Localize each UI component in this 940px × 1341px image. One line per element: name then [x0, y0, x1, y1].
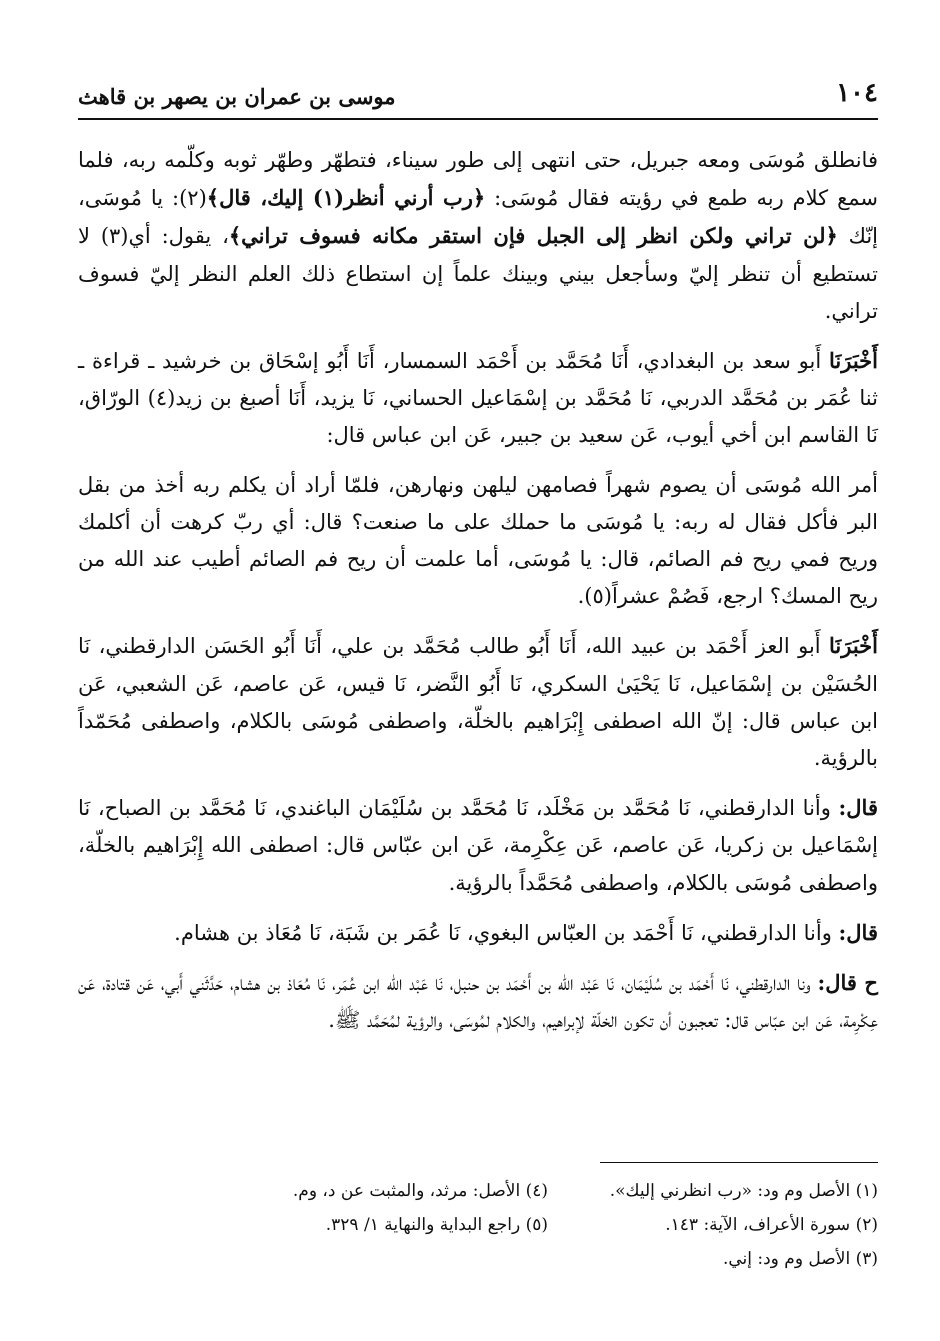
main-text: [78, 142, 878, 1051]
footnote-number: (٣): [855, 1249, 878, 1269]
running-title: موسى بن عمران بن يصهر بن قاهث: [78, 84, 396, 109]
paragraph-text: ، يقول: أي(٣) لا تستطيع أن تنظر إليّ وسأجعل بيني وبينك علماً إن استطاع ذلك العلم النظر إليّ فسوف تراني.: [78, 224, 878, 323]
paragraph-lead: أَخْبَرَنَا: [829, 633, 878, 659]
paragraph: [78, 964, 878, 1039]
footnote: [168, 1174, 548, 1208]
paragraph-text: (٢): يا مُوسَى، إنّك: [78, 186, 878, 249]
paragraph: [78, 914, 878, 952]
paragraph-lead: أَخْبَرَنَا: [829, 348, 878, 374]
paragraph: [78, 142, 878, 330]
paragraph-text: ونا الدارقطني، نَا أَحْمَد بن سُلَيْمَان، نَا عَبْد اللّه بن أَحْمَد بن حنبل، نَا عَبْد اللّه ابن عُمَر، نَا مُعَاذ بن هشام، حَدَّثَني أَبي، عَن قتادة، عَن عِكْرِمة، عَن ابن عبّاس قال: تعجبون أن تكون الخلّة لإبراهيم، والكلام لمُوسَى، والرؤية لمُحَمَّد ﷺ.: [78, 971, 878, 1033]
paragraph-text: فانطلق مُوسَى ومعه جبريل، حتى انتهى إلى طور سيناء، فتطهّر وطهّر ثوبه وكلّمه ربه، فلما سمع كلام ربه طمع في رؤيته فقال مُوسَى:: [78, 148, 878, 211]
footnote-number: (٤): [525, 1181, 548, 1201]
footnote-number: (١): [855, 1181, 878, 1201]
paragraph-lead: قال:: [838, 795, 878, 821]
footnote-divider: [600, 1162, 878, 1163]
paragraph: [78, 467, 878, 616]
footnote-text: الأصل وم ود: إني.: [722, 1249, 851, 1269]
footnote: [458, 1242, 878, 1276]
quran-quote: ﴿لن تراني ولكن انظر إلى الجبل فإن استقر مكانه فسوف تراني﴾: [228, 223, 838, 249]
paragraph-lead: قال:: [838, 919, 878, 945]
footnote-number: (٥): [525, 1215, 548, 1235]
paragraph-text: وأنا الدارقطني، نَا مُحَمَّد بن مَخْلَد، نَا مُحَمَّد بن سُلَيْمَان الباغندي، نَا مُحَمَّد بن الصباح، نَا إسْمَاعيل بن زكريا، عَن عاصم، عَن عِكْرِمة، عَن ابن عبّاس قال: اصطفى الله إِبْرَاهيم بالخلّة، واصطفى مُوسَى بالكلام، واصطفى مُحَمَّداً بالرؤية.: [78, 796, 878, 895]
paragraph-lead: ح قال:: [817, 970, 878, 996]
paragraph: [78, 342, 878, 455]
footnote-number: (٢): [855, 1215, 878, 1235]
paragraph-text: وأنا الدارقطني، نَا أَحْمَد بن العبّاس البغوي، نَا عُمَر بن شَبَة، نَا مُعَاذ بن هشام.: [174, 920, 839, 945]
paragraph-text: أمر الله مُوسَى أن يصوم شهراً فصامهن ليلهن ونهارهن، فلمّا أراد أن يكلم ربه أخذ من بقل البر فأكل فقال له ربه: يا مُوسَى ما حملك على ما صنعت؟ قال: أي ربّ كرهت أن أكلمك وريح فمي ريح فم الصائم، قال: يا مُوسَى، أما علمت أن ريح فم الصائم أطيب عند الله من ريح المسك؟ ارجع، فَصُمْ عشراً(٥).: [78, 472, 878, 609]
footnote-text: الأصل: مرثد، والمثبت عن د، وم.: [292, 1181, 521, 1201]
page-header: [78, 78, 878, 120]
paragraph: [78, 627, 878, 777]
paragraph-text: أَبو سعد بن البغدادي، أَنَا مُحَمَّد بن أَحْمَد السمسار، أَنَا أَبُو إسْحَاق بن خرشيد ـ قراءة ـ ثنا عُمَر بن مُحَمَّد الدربي، نَا مُحَمَّد بن إسْمَاعيل الحساني، نَا يزيد، أَنَا أصبغ بن زيد(٤) الورّاق، نَا القاسم ابن أخي أيوب، عَن سعيد بن جبير، عَن ابن عباس قال:: [78, 349, 878, 448]
footnote: [168, 1208, 548, 1242]
footnote-text: الأصل وم ود: «رب انظرني إليك».: [609, 1181, 851, 1201]
page-number: ١٠٤: [836, 78, 878, 108]
paragraph: [78, 789, 878, 902]
quran-quote: ﴿رب أرني أنظر(١) إليك، قال﴾: [206, 185, 486, 211]
footnotes-left-column: [168, 1174, 548, 1242]
footnote-text: سورة الأعراف، الآية: ١٤٣.: [665, 1215, 851, 1235]
paragraph-text: أَبو العز أَحْمَد بن عبيد الله، أَنَا أَبُو طالب مُحَمَّد بن علي، أَنَا أَبُو الحَسَن الدارقطني، نَا الحُسَيْن بن إسْمَاعيل، نَا يَحْيَىٰ السكري، نَا أَبُو النَّضر، نَا قيس، عَن عاصم، عَن الشعبي، عَن ابن عباس قال: إنّ الله اصطفى إِبْرَاهيم بالخلّة، واصطفى مُوسَى بالكلام، واصطفى مُحَمّداً بالرؤية.: [78, 634, 878, 771]
footnote-text: راجع البداية والنهاية ١/ ٣٢٩.: [325, 1215, 521, 1235]
